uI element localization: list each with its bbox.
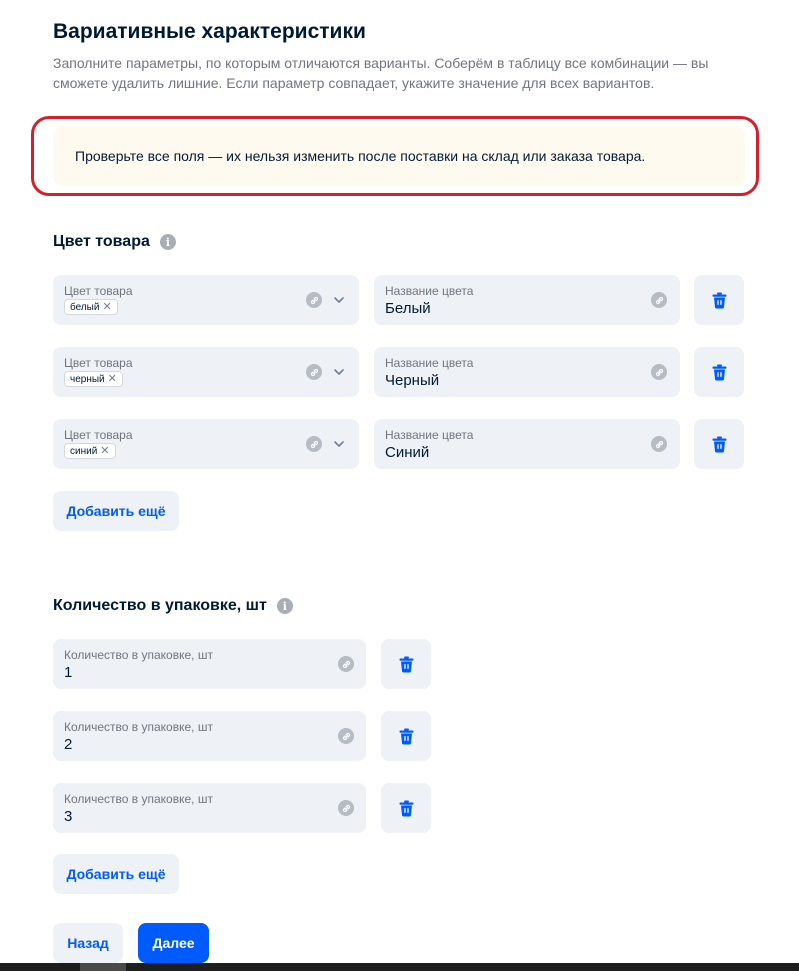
color-name-value[interactable]: Синий — [385, 444, 430, 461]
color-name-field-3[interactable] — [374, 419, 680, 469]
color-chip[interactable] — [64, 371, 123, 387]
color-chip[interactable] — [64, 443, 116, 459]
trash-icon — [712, 292, 727, 309]
qty-label: Количество в упаковке, шт — [64, 648, 213, 662]
color-select-2[interactable] — [53, 347, 359, 397]
link-icon[interactable] — [338, 728, 354, 744]
chevron-down-icon[interactable] — [333, 366, 345, 378]
link-icon[interactable] — [306, 292, 322, 308]
chip-remove-icon[interactable]: ✕ — [107, 372, 117, 385]
color-name-label: Название цвета — [385, 284, 474, 298]
trash-icon — [712, 364, 727, 381]
link-icon[interactable] — [306, 436, 322, 452]
warning-text: Проверьте все поля — их нельзя изменить после поставки на склад или заказа товара. — [75, 148, 646, 164]
color-name-field-2[interactable] — [374, 347, 680, 397]
trash-icon — [399, 728, 414, 745]
info-icon[interactable]: i — [277, 598, 293, 614]
color-select-label: Цвет товара — [64, 428, 133, 442]
chip-label: черный — [70, 373, 105, 385]
color-select-3[interactable] — [53, 419, 359, 469]
trash-icon — [399, 656, 414, 673]
color-name-value[interactable]: Белый — [385, 300, 431, 317]
delete-color-row-button[interactable] — [694, 275, 744, 325]
qty-value[interactable]: 2 — [64, 736, 73, 753]
qty-field-2[interactable] — [53, 711, 366, 761]
trash-icon — [712, 436, 727, 453]
add-qty-button[interactable]: Добавить ещё — [53, 854, 179, 894]
color-section-label: Цвет товара — [53, 233, 150, 250]
add-color-button[interactable]: Добавить ещё — [53, 491, 179, 531]
qty-label: Количество в упаковке, шт — [64, 792, 213, 806]
chip-label: белый — [70, 301, 100, 313]
chip-remove-icon[interactable]: ✕ — [102, 300, 112, 313]
delete-qty-row-button[interactable] — [381, 711, 431, 761]
delete-color-row-button[interactable] — [694, 419, 744, 469]
qty-label: Количество в упаковке, шт — [64, 720, 213, 734]
qty-value[interactable]: 1 — [64, 664, 73, 681]
link-icon[interactable] — [651, 436, 667, 452]
color-section-title — [53, 233, 176, 251]
color-name-field-1[interactable] — [374, 275, 680, 325]
chevron-down-icon[interactable] — [333, 294, 345, 306]
delete-qty-row-button[interactable] — [381, 783, 431, 833]
color-name-label: Название цвета — [385, 356, 474, 370]
color-name-label: Название цвета — [385, 428, 474, 442]
color-select-label: Цвет товара — [64, 356, 133, 370]
back-button[interactable]: Назад — [53, 923, 123, 963]
color-select-1[interactable] — [53, 275, 359, 325]
qty-field-3[interactable] — [53, 783, 366, 833]
link-icon[interactable] — [651, 364, 667, 380]
chip-remove-icon[interactable]: ✕ — [100, 444, 110, 457]
qty-value[interactable]: 3 — [64, 808, 73, 825]
delete-color-row-button[interactable] — [694, 347, 744, 397]
qty-section-title — [53, 597, 293, 615]
scrollbar-thumb[interactable] — [80, 963, 126, 971]
trash-icon — [399, 800, 414, 817]
link-icon[interactable] — [338, 800, 354, 816]
delete-qty-row-button[interactable] — [381, 639, 431, 689]
qty-section-label: Количество в упаковке, шт — [53, 597, 267, 614]
chip-label: синий — [70, 445, 98, 457]
link-icon[interactable] — [651, 292, 667, 308]
color-chip[interactable] — [64, 299, 118, 315]
info-icon[interactable]: i — [160, 234, 176, 250]
qty-field-1[interactable] — [53, 639, 366, 689]
page-description: Заполните параметры, по которым отличаются варианты. Соберём в таблицу все комбинации — вы сможете удалить лишние. Если параметр совпадает, укажите значение для всех вариантов. — [53, 55, 709, 91]
page-title: Вариативные характеристики — [53, 20, 366, 43]
link-icon[interactable] — [306, 364, 322, 380]
link-icon[interactable] — [338, 656, 354, 672]
warning-banner — [53, 126, 745, 186]
chevron-down-icon[interactable] — [333, 438, 345, 450]
color-name-value[interactable]: Черный — [385, 372, 440, 389]
color-select-label: Цвет товара — [64, 284, 133, 298]
next-button[interactable]: Далее — [138, 923, 209, 963]
